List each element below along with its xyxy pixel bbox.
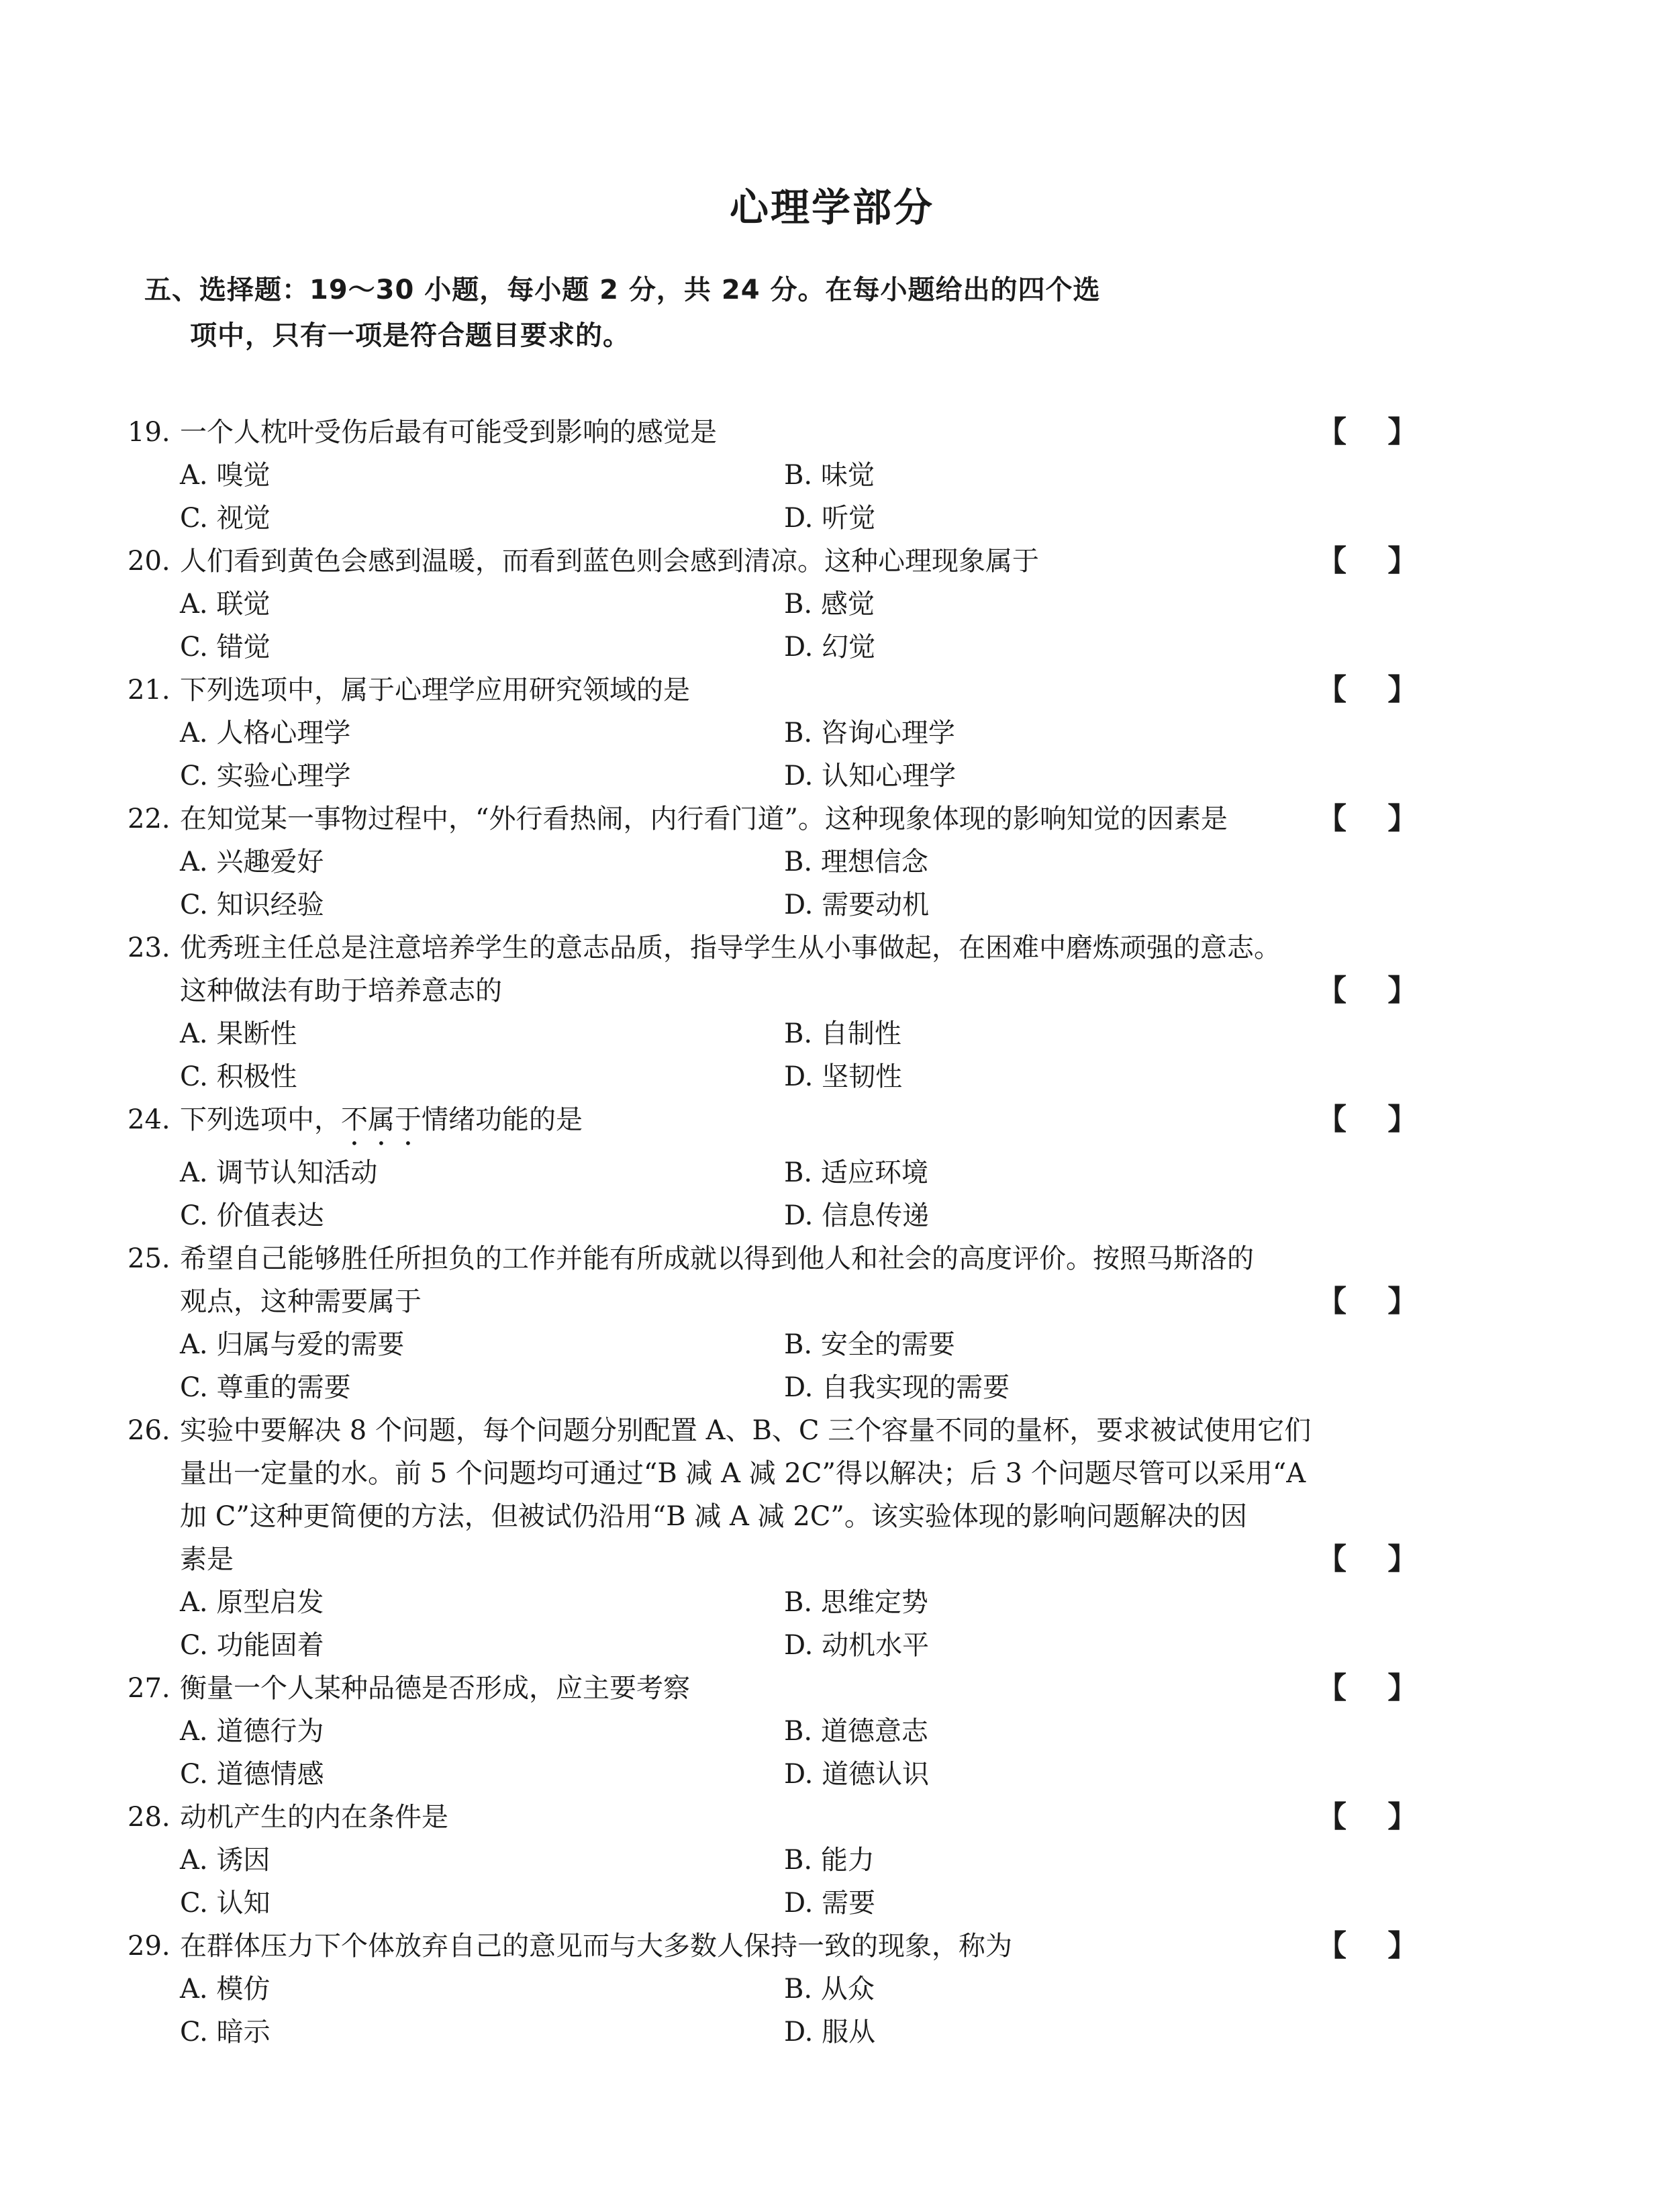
options <box>0 1012 1664 1098</box>
question-26 <box>0 1409 1664 1667</box>
option-b: B. 咨询心理学 <box>784 718 955 749</box>
option-c: C. 知识经验 <box>180 889 324 920</box>
question-stem <box>0 1237 1664 1323</box>
options <box>0 840 1664 926</box>
stem-line: 素是 <box>180 1544 234 1575</box>
option-c: C. 尊重的需要 <box>180 1372 351 1403</box>
options <box>0 454 1664 540</box>
stem-line: 在群体压力下个体放弃自己的意见而与大多数人保持一致的现象，称为 <box>180 1931 1012 1962</box>
stem-line: 动机产生的内在条件是 <box>180 1802 448 1833</box>
option-d: D. 动机水平 <box>784 1630 930 1661</box>
options <box>0 1151 1664 1237</box>
stem-line: 人们看到黄色会感到温暖，而看到蓝色则会感到清凉。这种心理现象属于 <box>180 546 1039 577</box>
question-number: 25. <box>128 1243 170 1274</box>
question-stem <box>0 798 1664 840</box>
question-number: 26. <box>128 1415 170 1446</box>
option-d: D. 自我实现的需要 <box>784 1372 1010 1403</box>
options <box>0 1710 1664 1796</box>
options <box>0 1968 1664 2054</box>
stem-line: 观点，这种需要属于 <box>180 1286 422 1317</box>
question-number: 19. <box>128 417 170 448</box>
option-c: C. 价值表达 <box>180 1200 324 1231</box>
question-number: 20. <box>128 546 170 577</box>
answer-bracket: 【 】 <box>1317 544 1418 578</box>
question-24 <box>0 1098 1664 1237</box>
question-stem <box>0 669 1664 712</box>
stem-line: 衡量一个人某种品德是否形成，应主要考察 <box>180 1673 690 1704</box>
question-25 <box>0 1237 1664 1409</box>
option-b: B. 能力 <box>784 1845 875 1876</box>
option-a: A. 兴趣爱好 <box>180 847 324 877</box>
option-b: B. 道德意志 <box>784 1716 928 1747</box>
section-instructions-line2: 项中，只有一项是符合题目要求的。 <box>190 320 630 351</box>
option-c: C. 功能固着 <box>180 1630 324 1661</box>
stem-line: 这种做法有助于培养意志的 <box>180 975 502 1006</box>
question-22 <box>0 798 1664 926</box>
question-stem <box>0 1925 1664 1968</box>
answer-bracket: 【 】 <box>1317 802 1418 836</box>
question-number: 22. <box>128 804 170 834</box>
option-b: B. 适应环境 <box>784 1157 928 1188</box>
option-d: D. 需要动机 <box>784 889 930 920</box>
question-stem <box>0 926 1664 1012</box>
option-b: B. 自制性 <box>784 1018 901 1049</box>
option-c: C. 暗示 <box>180 2017 271 2048</box>
option-b: B. 味觉 <box>784 460 875 491</box>
option-a: A. 道德行为 <box>180 1716 324 1747</box>
option-c: C. 实验心理学 <box>180 761 351 791</box>
options <box>0 1581 1664 1667</box>
stem-line: 加 C”这种更简便的方法，但被试仍沿用“B 减 A 减 2C”。该实验体现的影响问题解决的因 <box>180 1501 1247 1532</box>
option-c: C. 道德情感 <box>180 1759 324 1790</box>
question-29 <box>0 1925 1664 2054</box>
option-a: A. 人格心理学 <box>180 718 351 749</box>
stem-line <box>128 1098 1419 1151</box>
option-a: A. 嗅觉 <box>180 460 271 491</box>
option-d: D. 听觉 <box>784 503 876 534</box>
option-d: D. 坚韧性 <box>784 1061 903 1092</box>
option-a: A. 模仿 <box>180 1974 271 2005</box>
option-d: D. 需要 <box>784 1888 876 1919</box>
answer-bracket: 【 】 <box>1317 1102 1418 1137</box>
answer-bracket: 【 】 <box>1317 415 1418 449</box>
question-20 <box>0 540 1664 669</box>
answer-bracket: 【 】 <box>1317 673 1418 707</box>
stem-text-pre: 下列选项中， <box>180 1104 341 1135</box>
option-b: B. 思维定势 <box>784 1587 928 1618</box>
stem-line: 实验中要解决 8 个问题，每个问题分别配置 A、B、C 三个容量不同的量杯，要求被试使用它们 <box>180 1415 1312 1446</box>
section-instructions-line1: 五、选择题：19～30 小题，每小题 2 分，共 24 分。在每小题给出的四个选 <box>144 275 1101 305</box>
options <box>0 583 1664 669</box>
answer-bracket: 【 】 <box>1317 1284 1418 1318</box>
stem-line: 优秀班主任总是注意培养学生的意志品质，指导学生从小事做起，在困难中磨炼顽强的意志。 <box>180 932 1281 963</box>
option-c: C. 错觉 <box>180 632 271 663</box>
option-b: B. 从众 <box>784 1974 875 2005</box>
question-list <box>0 411 1664 2054</box>
option-a: A. 原型启发 <box>180 1587 324 1618</box>
question-23 <box>0 926 1664 1098</box>
option-d: D. 认知心理学 <box>784 761 957 791</box>
section-instructions <box>144 267 1191 358</box>
question-number: 27. <box>128 1673 170 1704</box>
page-title: 心理学部分 <box>729 185 934 230</box>
option-d: D. 幻觉 <box>784 632 876 663</box>
stem-text-post: 情绪功能的是 <box>422 1104 583 1135</box>
answer-bracket: 【 】 <box>1317 1800 1418 1834</box>
options <box>0 712 1664 798</box>
option-b: B. 理想信念 <box>784 847 928 877</box>
option-b: B. 安全的需要 <box>784 1329 955 1360</box>
stem-line: 下列选项中，属于心理学应用研究领域的是 <box>180 675 690 706</box>
answer-bracket: 【 】 <box>1317 1929 1418 1963</box>
option-c: C. 积极性 <box>180 1061 297 1092</box>
answer-bracket: 【 】 <box>1317 1671 1418 1705</box>
question-number: 21. <box>128 675 170 706</box>
stem-text-emphasis: 不属于 <box>341 1104 422 1135</box>
question-number: 28. <box>128 1802 170 1833</box>
question-number: 29. <box>128 1931 170 1962</box>
options <box>0 1839 1664 1925</box>
option-c: C. 认知 <box>180 1888 271 1919</box>
stem-line: 希望自己能够胜任所担负的工作并能有所成就以得到他人和社会的高度评价。按照马斯洛的 <box>180 1243 1254 1274</box>
option-d: D. 服从 <box>784 2017 876 2048</box>
stem-line: 在知觉某一事物过程中，“外行看热闹，内行看门道”。这种现象体现的影响知觉的因素是 <box>180 804 1228 834</box>
options <box>0 1323 1664 1409</box>
option-d: D. 信息传递 <box>784 1200 930 1231</box>
question-19 <box>0 411 1664 540</box>
option-d: D. 道德认识 <box>784 1759 930 1790</box>
question-stem <box>0 1667 1664 1710</box>
question-28 <box>0 1796 1664 1925</box>
question-stem <box>0 1098 1664 1151</box>
stem-line: 量出一定量的水。前 5 个问题均可通过“B 减 A 减 2C”得以解决；后 3 个问题尽管可以采用“A <box>180 1458 1306 1489</box>
question-21 <box>0 669 1664 798</box>
question-number: 23. <box>128 932 170 963</box>
answer-bracket: 【 】 <box>1317 973 1418 1008</box>
question-stem <box>0 540 1664 583</box>
option-c: C. 视觉 <box>180 503 271 534</box>
question-number: 24. <box>128 1104 170 1135</box>
question-stem <box>0 1796 1664 1839</box>
question-27 <box>0 1667 1664 1796</box>
option-a: A. 归属与爱的需要 <box>180 1329 405 1360</box>
stem-line: 一个人枕叶受伤后最有可能受到影响的感觉是 <box>180 417 717 448</box>
option-a: A. 诱因 <box>180 1845 271 1876</box>
option-a: A. 调节认知活动 <box>180 1157 378 1188</box>
question-stem <box>0 411 1664 454</box>
option-a: A. 果断性 <box>180 1018 297 1049</box>
option-b: B. 感觉 <box>784 589 875 620</box>
option-a: A. 联觉 <box>180 589 271 620</box>
answer-bracket: 【 】 <box>1317 1542 1418 1576</box>
question-stem <box>0 1409 1664 1581</box>
